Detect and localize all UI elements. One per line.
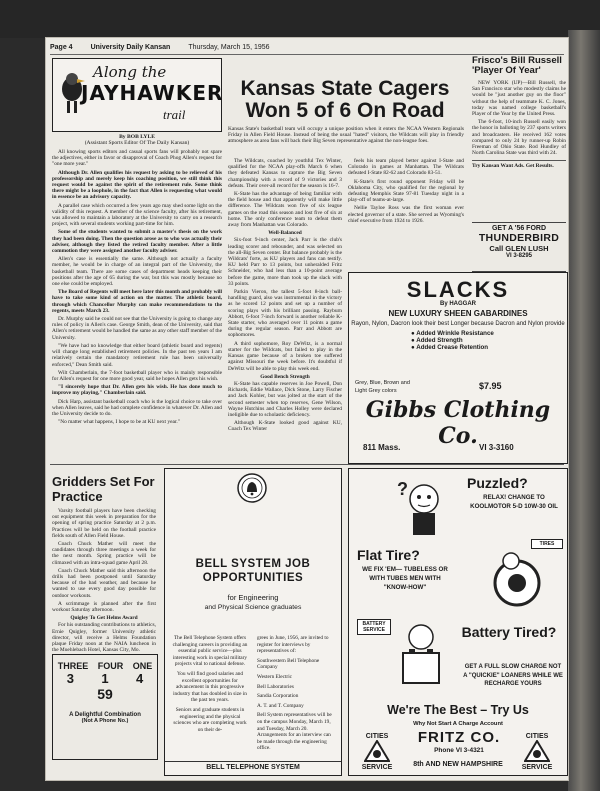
russell-paragraph: The 6-foot, 10-inch Russell easily won the honor in balloting by 237 sports writers and broadcasters. He received 162 votes compared to only 24 by runner-up Robin Freeman of Ohio State. Rod Hundley of North Carolina State was third with 24. [472, 119, 566, 157]
gridders-article [52, 508, 156, 655]
trail-paragraph: "We have had no knowledge that either board (athletic board and regents) will change long established retirement policies. In the past ten years I am relatively certain the mandatory retirement rule has been universally enforced," Dean Smith said. [52, 342, 222, 368]
bell-physical-science: and Physical Science graduates [204, 604, 302, 611]
bell-paragraph: Bell System representatives will be on the campus Monday, March 19, and Tuesday, March 20. Arrangements for an interview can be made through the engineering office. [257, 712, 332, 752]
russell-headline: Frisco's Bill Russell 'Player Of Year' [472, 55, 562, 76]
ad-word: ONE [132, 661, 153, 671]
trail-title-line3: trail [163, 107, 186, 122]
thunderbird-phone: VI 3-8295 [505, 253, 533, 259]
issue-date: Thursday, March 15, 1956 [188, 43, 270, 51]
byline-title: (Assistant Sports Editor Of The Daily Kansan) [84, 140, 190, 146]
cities-label: CITIES [525, 733, 549, 740]
puzzled-text: RELAX! CHANGE TO KOOLMOTOR 5-D 10W-30 OIL [470, 494, 558, 510]
flat-tire-text: WE FIX 'EM— TUBELESS OR WITH TUBES MEN WITH "KNOW-HOW" [362, 566, 448, 591]
bell-paragraph: You will find good salaries and excellent opportunities for advancement in this progressive industry that has doubled in size in the past ten years. [173, 670, 247, 704]
thunderbird-line1: GET A '56 FORD [491, 225, 547, 232]
thunderbird-ad [472, 222, 566, 272]
ad-number: 59 [97, 686, 113, 702]
fritz-address: 8th AND NEW HAMPSHIRE [413, 761, 503, 768]
kstate-paragraph: Although K-State looked good against KU, Coach Tex Winter [228, 420, 342, 433]
flat-tire-heading: Flat Tire? [357, 547, 420, 563]
bell-company: Bell Laboratories [257, 683, 294, 690]
kstate-paragraph: A third sophomore, Roy DeWitz, is a normal starter for the Wildcats, but failed to play in the Kansas game because of a broken toe suffered against Missouri the week before. It's doubtful if DeWitz will be able to play this week end. [228, 340, 342, 372]
slacks-features [411, 330, 567, 351]
bell-paragraph: The Bell Telephone System offers challenging careers in providing an essential public service—plus interesting work in special military projects vital to national defense. [172, 635, 248, 668]
trail-byline [54, 134, 220, 146]
kstate-column-2 [348, 158, 464, 226]
gridders-headline: Gridders Set For Practice [52, 474, 155, 504]
kansan-want-ads-note: Try Kansan Want Ads. Get Results. [472, 160, 566, 169]
trail-paragraph: The Board of Regents will meet here later this month and probably will have to take some kind of action on the matter. The athletic board, through which Chancellor Murphy can make recommendations to the regents, meets March 23. [52, 289, 222, 314]
bell-paragraph: grees in June, 1956, are invited to register for interviews by representatives of: [257, 635, 329, 655]
kstate-paragraph: K-State has capable reserves in Joe Powell, Don Richards, Eddie Wallace, Dick Stone, Larry Fischer and Jack Kohler, but was jolted at the start of the second semester when top reserves, Gene Wilson, Wayne Hutchins and Charles Holley were declared ineligible due to scholastic deficiency. [228, 380, 342, 418]
jayhawker-trail-logo [52, 58, 222, 132]
ad-digit: 1 [101, 671, 109, 686]
slacks-colors-line: Light Grey colors [355, 388, 397, 394]
masthead [50, 40, 564, 55]
kstate-paragraph: feels his team played better against I-State and Colorado in games at Manhattan. The Wildcats defeated I-State 82-62 and Colorado 83-51. [348, 158, 464, 177]
slacks-feature: ● Added Wrinkle Resistance [411, 330, 567, 337]
ad-tagline: A Delightful Combination [69, 712, 141, 718]
kstate-subhead: Good Bench Strength [260, 373, 310, 380]
ad-digit: 4 [136, 671, 144, 686]
store-name: Gibbs Clothing Co. [365, 397, 551, 449]
bell-footer: BELL TELEPHONE SYSTEM [165, 761, 341, 771]
quigley-subhead: Quigley To Get Helms Award [70, 615, 138, 622]
paper-name: University Daily Kansan [90, 43, 171, 51]
kstate-intro: Kansas State's basketball team will occupy a unique position when it enters the NCAA Western Regionals Friday in Allen Field House. Instead of being the usual "hated" visitors, the Wildcats will play in friendly atmosphere as area fans will back their Big Seven representative against the non-league foes. [228, 126, 464, 145]
kstate-headline: Kansas State Cagers Won 5 of 6 On Road [240, 77, 450, 122]
trail-paragraph: Dick Harp, assistant basketball coach who is the logical choice to take over when Allen leaves, said he had complete confidence in whatever Dr. Allen and the University decide to do. [52, 398, 222, 417]
bell-paragraph: Seniors and graduate students in engineering and the physical sciences who are completing work on their de- [173, 706, 247, 733]
store-address: 811 Mass. [363, 443, 401, 452]
quigley-paragraph: For his outstanding contributions to athletics, Ernie Quigley, former University athletic director, will receive a Helms Foundation plaque Friday noon at the NAIA luncheon in the Muehlebach Hotel, Kansas City, Mo. [52, 622, 156, 654]
puzzled-heading: Puzzled? [467, 475, 528, 491]
trail-paragraph: "I sincerely hope that Dr. Allen gets his wish. He has done much to improve my playing," Chamberlain said. [52, 384, 222, 397]
bell-logo-icon [237, 473, 267, 503]
battery-service-sign: BATTERY SERVICE [357, 619, 391, 635]
gridders-paragraph: Coach Chuck Mather will meet the candidates through three meetings a week for the next month. Spring practice will be climaxed with an intra-squad game April 28. [52, 541, 156, 566]
trail-title-line1: Along the [93, 63, 167, 81]
section-divider [50, 464, 564, 465]
ad-note: (Not A Phone No.) [81, 718, 129, 724]
bell-column-right [257, 635, 335, 755]
cities-service-triangle-icon [524, 740, 550, 762]
trail-paragraph: Some of the students wanted to submit a master's thesis on the work they had been doing. Then the question arose as to who was actually their adviser, although they listed the retired faculty member. After a little commotion they were assigned another faculty adviser. [52, 229, 222, 255]
kstate-paragraph: K-State's first round opponent Friday will be Oklahoma City, who qualified for the regional by defeating Memphis State 97-81 Tuesday night in a play-off of teams-at-large. [348, 178, 464, 204]
bell-for-engineering: for Engineering [227, 593, 279, 602]
tire-mascot-icon [483, 539, 559, 611]
bell-company: A. T. and T. Company [257, 702, 304, 709]
trail-paragraph: "No matter what happens, I hope to be at KU next year." [58, 419, 180, 426]
bell-title: BELL SYSTEM JOB OPPORTUNITIES [195, 558, 311, 584]
ad-word: FOUR [97, 661, 124, 671]
battery-heading: Battery Tired? [461, 624, 557, 640]
trail-title-line2: JAYHAWKER [81, 81, 224, 105]
trail-article [52, 149, 222, 427]
store-phone: VI 3-3160 [479, 443, 514, 452]
three-four-one-ad [52, 654, 158, 760]
byline-name: By BOB LYLE [119, 134, 155, 140]
fritz-brand: FRITZ CO. [417, 729, 501, 746]
trail-paragraph: Wilt Chamberlain, the 7-foot basketball player who is mainly responsible for Allen's request for one more good year, said he hopes Allen gets his wish. [52, 369, 222, 382]
kstate-subhead: Well-Balanced [268, 230, 302, 237]
slacks-subtitle: NEW LUXURY SHEEN GABARDINES [388, 309, 528, 318]
slacks-price: $7.95 [479, 381, 502, 391]
kstate-paragraph: K-State has the advantage of being familiar with the field house and that apparently will make little difference. The Wildcats won five of six league games on the road this season and lost five of six at home. The only conference team to defeat them away from Manhattan was Colorado. [228, 191, 342, 229]
battery-mascot-icon [389, 619, 453, 695]
russell-paragraph: NEW YORK (UP)—Bill Russell, the San Francisco star who modestly claims he would be "just another guy on the floor" without the help of teammate K. C. Jones, today was named college basketball's Player of the Year by the United Press. [472, 80, 566, 118]
kstate-paragraph: Nellie Tayloe Ross was the first woman ever elected governor of a state. She served as Wyoming's chief executive from 1924 to 1926. [348, 205, 464, 224]
bell-company: Sandia Corporation [257, 693, 299, 700]
slacks-colors-line: Grey, Blue, Brown and [355, 380, 410, 386]
kstate-paragraph: Parkin Vieron, the tallest 5-foot 8-inch ball-handling guard, also was instrumental in the victory as he scored 12 points and set up a number of scoring plays with his brilliant passing. Rayburn Abbott, 6-foot 7-inch forward is another reliable K-State starter, who averaged over 11 points a game during the regular season. Parr and Abbott are sophomores. [228, 289, 342, 339]
slacks-brand: By HAGGAR [439, 301, 476, 307]
slacks-ad [348, 272, 568, 464]
trail-paragraph: Although Dr. Allen qualifies his request by asking to be relieved of his professorship and merely keep his coaching position, we still think this request would be against the spirit of the retirement rule. Some think there might be a loophole, in the fact that Allen is requesting what would in essence be an advisory capacity. [52, 169, 222, 201]
ad-word: THREE [57, 661, 89, 671]
fritz-slogan: We're The Best – Try Us [387, 703, 529, 717]
slacks-colors [355, 379, 410, 395]
slacks-description: Rayon, Nylon, Dacron look their best Longer because Dacron and Nylon provide [351, 321, 565, 327]
puzzled-mascot-icon [389, 475, 459, 543]
cities-service-triangle-icon [364, 740, 390, 762]
cities-label: CITIES [365, 733, 389, 740]
gridders-paragraph: Varsity football players have been checking out equipment this week in preparation for the opening of spring practice Saturday at 2 p.m. Practices will be held on the football practice fields south of Allen Field House. [52, 508, 156, 539]
russell-article [472, 80, 566, 170]
gridders-paragraph: A scrimmage is planned after the first workout Saturday afternoon. [52, 600, 156, 614]
trail-paragraph: A parallel case which occurred a few years ago may shed some light on the validity of this request. A member of the science faculty, after his retirement, was allowed to maintain a laboratory at the University to carry on a research project, with several students working part-time for him. [52, 202, 222, 228]
tires-sign: TIRES [531, 539, 563, 549]
thunderbird-line3: Call GLEN LUSH [489, 244, 549, 253]
newspaper-page [46, 38, 568, 780]
svg-text:?: ? [397, 479, 408, 499]
ad-digit: 3 [66, 671, 74, 686]
trail-paragraph: All knowing sports editors and casual sports fans will probably not spare the adjectives, either in favor or disapproval of Coach Phog Allen's request for "one more year." [52, 149, 222, 168]
slacks-feature: ● Added Strength [411, 337, 567, 344]
bell-company: Southwestern Bell Telephone Company [257, 657, 320, 671]
kstate-column-1 [228, 158, 342, 435]
thunderbird-line2: THUNDERBIRD [478, 232, 560, 244]
bell-column-left [171, 635, 249, 736]
trail-paragraph: Allen's case is essentially the same. Although not actually a faculty member, he would be in charge of an integral part of the University, the basketball team. There are some cases of department heads keeping their positions after the age of 65 during the war, but this was mostly because no one else could be employed. [52, 256, 222, 288]
ad-digits-row [53, 671, 157, 686]
kstate-paragraph: The Wildcats, coached by youthful Tex Winter, qualified for the NCAA play-offs March 6 when they defeated Kansas to capture the Big Seven championship with a record of 9 victories and 3 defeats. Their over-all record for the season is 16-7. [228, 158, 342, 189]
ad-words-row [53, 661, 157, 671]
page-number: Page 4 [50, 43, 73, 51]
battery-text: GET A FULL SLOW CHARGE NOT A "QUICKIE" LOANERS WHILE WE RECHARGE YOURS [463, 664, 563, 687]
bell-system-ad [164, 468, 342, 776]
trail-paragraph: Dr. Murphy said he could not see that the University is going to change any rules of policy in Allen's case. George Smith, dean of the University, said that Allen's retirement would be handled the same as any other staff member of the University. [52, 316, 222, 341]
scan-background-top [0, 0, 600, 38]
slacks-title: SLACKS [406, 277, 510, 302]
bell-company: Western Electric [257, 673, 293, 680]
scan-background-right [568, 30, 600, 791]
service-label: SERVICE [361, 764, 393, 771]
kstate-paragraph: Six-foot 9-inch center, Jack Parr is the club's leading scorer and rebounder, and was selected on the all-Big Seven center. But balance probably is the Wildcats' forte, as KU players and fans can testify. KU held Parr to 13 points, but unheralded Fritz Schneider, who had less than a 10-point average before the game, more than took up the slack with 33 points. [228, 237, 342, 287]
fritz-charge-account: Why Not Start A Charge Account [413, 721, 503, 727]
fritz-co-ad [348, 468, 568, 776]
fritz-phone: Phone VI 3-4321 [434, 747, 484, 754]
service-label: SERVICE [521, 764, 553, 771]
slacks-feature: ● Added Crease Retention [411, 344, 567, 351]
gridders-paragraph: Coach Chuck Mather said this afternoon the drills had been postponed until Saturday because of the bad weather, and because he wanted to use every good day possible for outdoor workouts. [52, 567, 156, 599]
